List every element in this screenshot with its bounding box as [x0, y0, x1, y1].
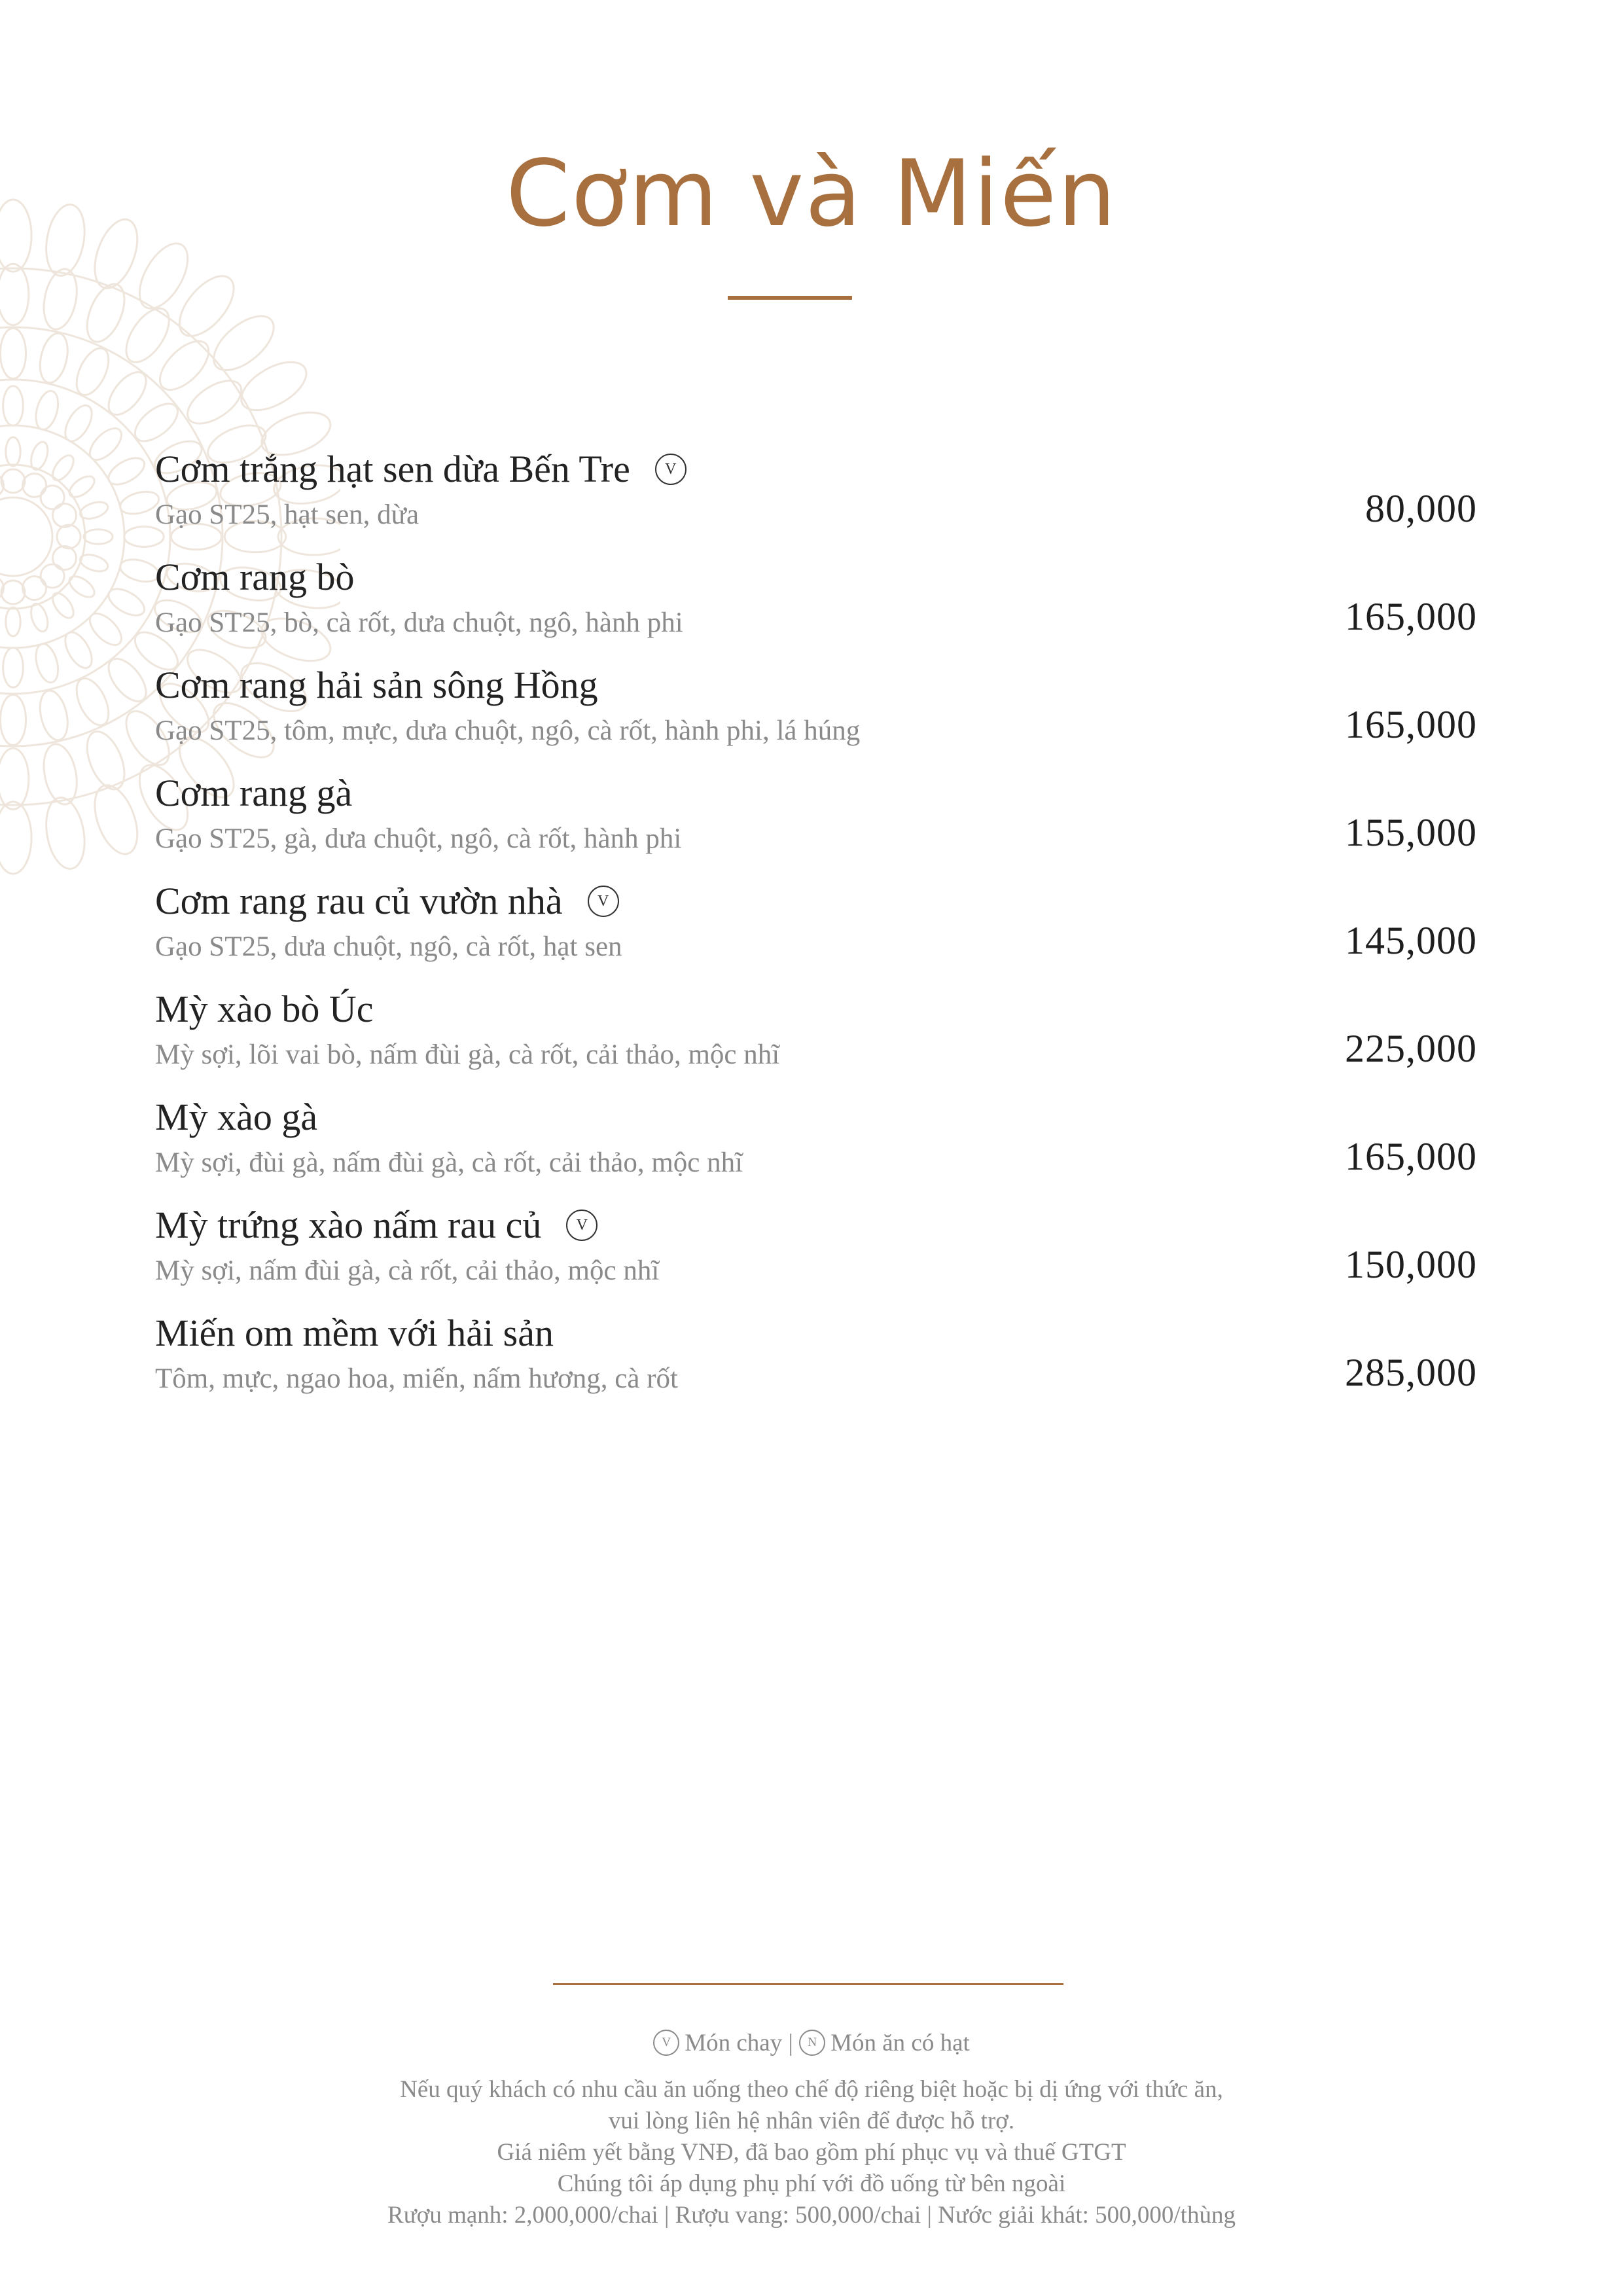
item-price: 165,000 — [1345, 1135, 1477, 1178]
item-price: 165,000 — [1345, 703, 1477, 746]
item-name-text: Mỳ trứng xào nấm rau củ — [155, 1204, 542, 1246]
item-name — [155, 445, 687, 493]
item-description: Mỳ sợi, đùi gà, nấm đùi gà, cà rốt, cải thảo, mộc nhĩ — [155, 1147, 743, 1178]
item-name — [155, 985, 373, 1033]
item-price: 145,000 — [1345, 919, 1477, 962]
item-name-text: Cơm rang rau củ vườn nhà — [155, 880, 563, 922]
item-description: Gạo ST25, hạt sen, dừa — [155, 499, 419, 530]
footer — [0, 2026, 1623, 2231]
vegetarian-icon: V — [588, 886, 619, 917]
item-name — [155, 1309, 554, 1357]
menu-item — [155, 985, 1477, 1093]
menu-item — [155, 1093, 1477, 1201]
legend-nut-label: Món ăn có hạt — [830, 2030, 970, 2056]
item-description: Mỳ sợi, nấm đùi gà, cà rốt, cải thảo, mộc nhĩ — [155, 1255, 660, 1286]
item-name-text: Cơm rang bò — [155, 556, 355, 598]
menu-item — [155, 661, 1477, 769]
item-price: 165,000 — [1345, 595, 1477, 638]
vegetarian-icon: V — [566, 1210, 597, 1241]
title-divider — [728, 296, 852, 300]
item-name — [155, 769, 352, 817]
item-description: Gạo ST25, gà, dưa chuột, ngô, cà rốt, hành phi — [155, 823, 682, 854]
item-name-text: Cơm rang gà — [155, 772, 353, 814]
menu-item — [155, 1201, 1477, 1309]
item-name-text: Mỳ xào bò Úc — [155, 988, 374, 1030]
footer-note: Rượu mạnh: 2,000,000/chai | Rượu vang: 500,000/chai | Nước giải khát: 500,000/thùng — [387, 2202, 1236, 2229]
item-name — [155, 1093, 317, 1141]
menu-item — [155, 553, 1477, 661]
item-name-text: Mỳ xào gà — [155, 1096, 318, 1138]
nut-icon: N — [799, 2030, 825, 2056]
footer-note: Giá niêm yết bằng VNĐ, đã bao gồm phí phục vụ và thuế GTGT — [497, 2139, 1126, 2166]
item-name-text: Cơm trắng hạt sen dừa Bến Tre — [155, 448, 630, 490]
vegetarian-icon: V — [653, 2030, 679, 2056]
menu-list — [155, 445, 1477, 1417]
item-price: 225,000 — [1345, 1027, 1477, 1070]
legend-veg-label: Món chay — [685, 2030, 783, 2056]
legend-separator: | — [788, 2030, 793, 2056]
footer-note: Nếu quý khách có nhu cầu ăn uống theo chế độ riêng biệt hoặc bị dị ứng với thức ăn, — [400, 2076, 1223, 2103]
item-description: Tôm, mực, ngao hoa, miến, nấm hương, cà rốt — [155, 1363, 678, 1394]
item-price: 155,000 — [1345, 811, 1477, 854]
menu-item — [155, 877, 1477, 985]
item-price: 80,000 — [1365, 487, 1477, 530]
item-description: Gạo ST25, dưa chuột, ngô, cà rốt, hạt sen — [155, 931, 622, 962]
menu-item — [155, 769, 1477, 877]
item-name — [155, 1201, 597, 1249]
item-description: Gạo ST25, tôm, mực, dưa chuột, ngô, cà rốt, hành phi, lá húng — [155, 715, 861, 746]
footer-note: Chúng tôi áp dụng phụ phí với đồ uống từ bên ngoài — [557, 2170, 1066, 2197]
footer-divider — [553, 1983, 1063, 1985]
item-description: Gạo ST25, bò, cà rốt, dưa chuột, ngô, hành phi — [155, 607, 683, 638]
item-name — [155, 661, 598, 709]
item-price: 285,000 — [1345, 1351, 1477, 1394]
item-name-text: Cơm rang hải sản sông Hồng — [155, 664, 598, 706]
item-price: 150,000 — [1345, 1243, 1477, 1286]
vegetarian-icon: V — [655, 454, 687, 485]
item-description: Mỳ sợi, lõi vai bò, nấm đùi gà, cà rốt, cải thảo, mộc nhĩ — [155, 1039, 780, 1070]
legend — [0, 2026, 1623, 2061]
item-name — [155, 553, 355, 601]
menu-item — [155, 445, 1477, 553]
footer-note: vui lòng liên hệ nhân viên để được hỗ trợ. — [608, 2108, 1015, 2134]
page-title: Cơm và Miến — [506, 141, 1117, 247]
item-name — [155, 877, 619, 925]
item-name-text: Miến om mềm với hải sản — [155, 1312, 554, 1354]
menu-item — [155, 1309, 1477, 1417]
